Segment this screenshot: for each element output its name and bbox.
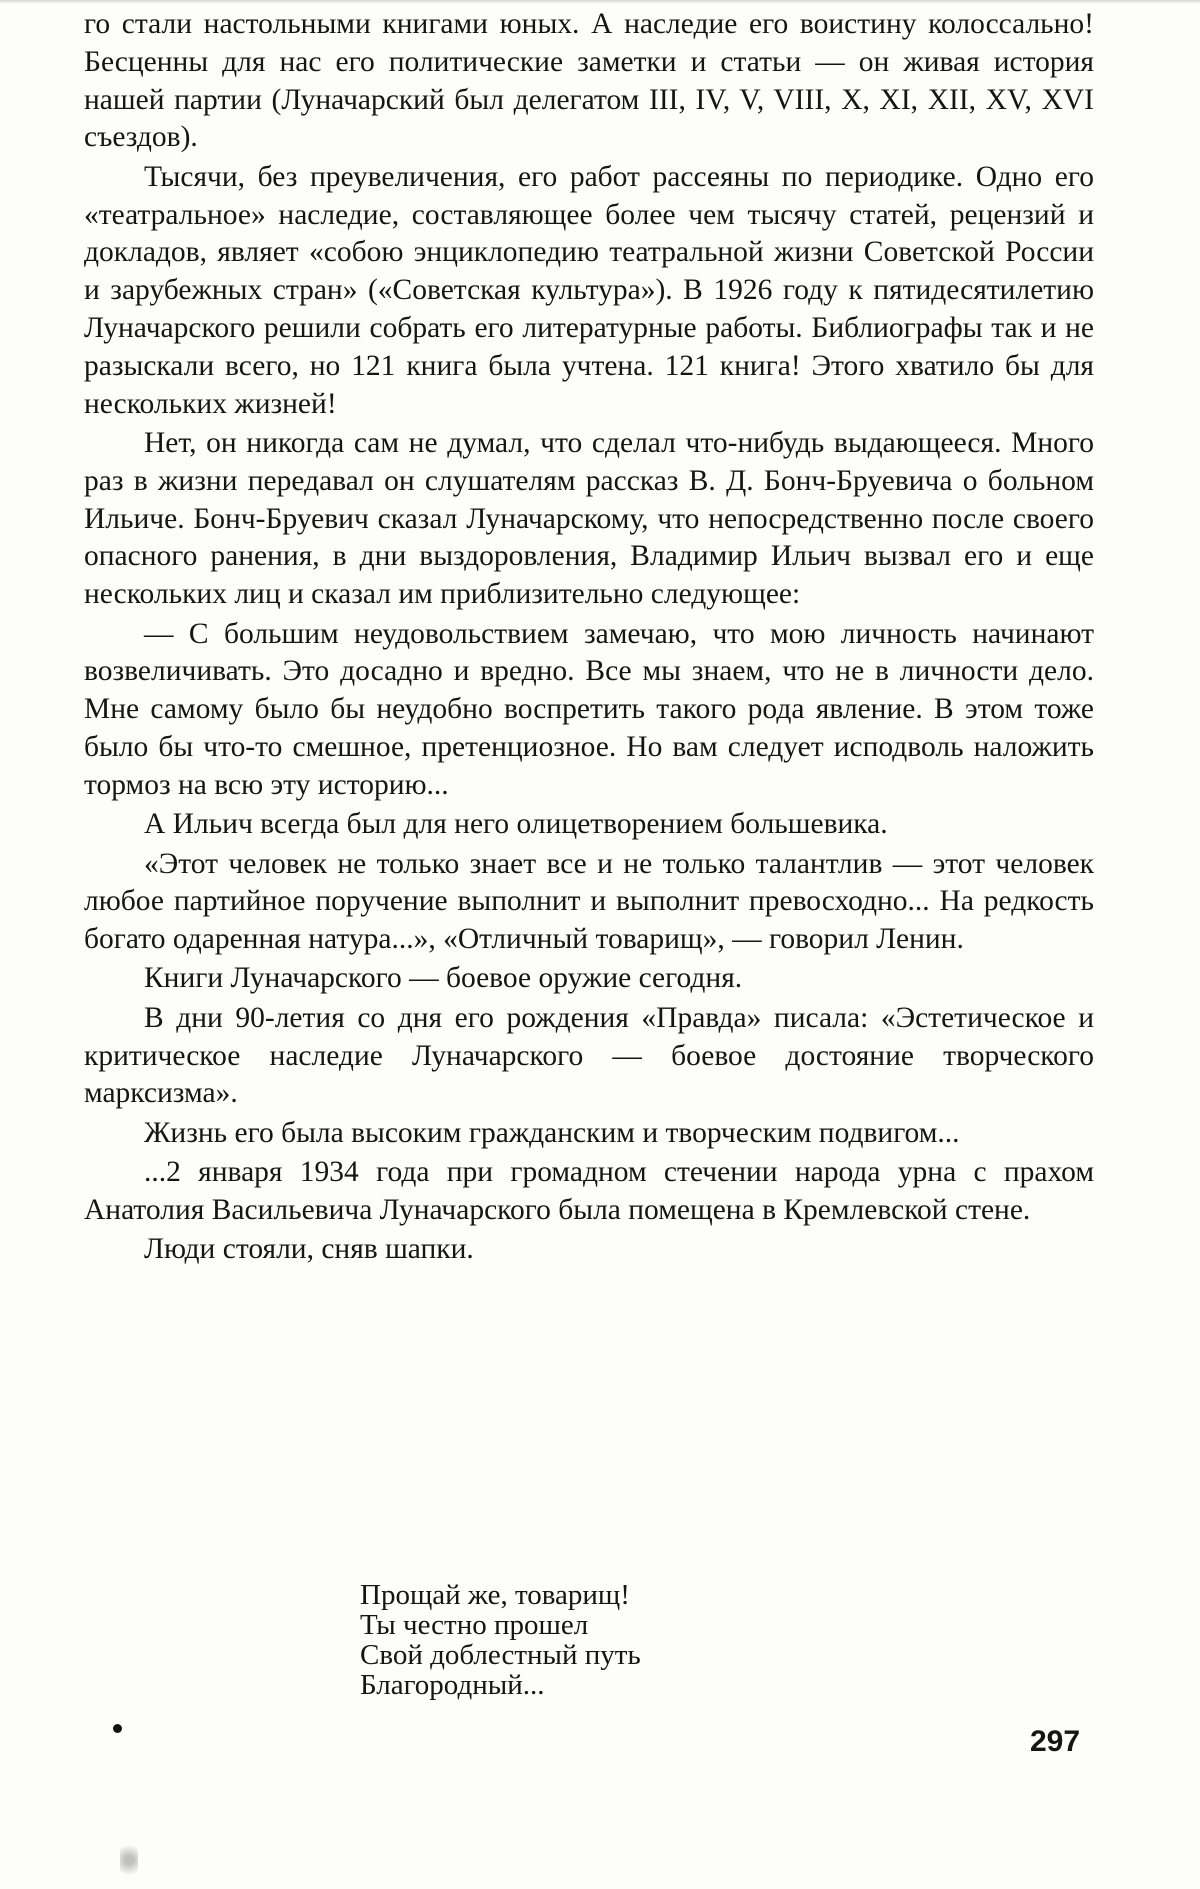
paragraph: Жизнь его была высоким гражданским и творческим подвигом... <box>144 1116 960 1149</box>
poem-line: Ты честно прошел <box>360 1609 589 1641</box>
page-top-edge <box>0 0 1200 4</box>
paragraph: Нет, он никогда сам не думал, что сделал что-нибудь выдающееся. Много раз в жизни передавал он слушателям рассказ В. Д. Бонч-Бруевича о больном Ильиче. Бонч-Бруевич сказал Луначарскому, что непосредственно после своего опасного ранения, в дни выздоровления, Владимир Ильич вызвал его и еще нескольких лиц и сказал им приблизительно следующее: <box>84 426 1094 611</box>
scan-artifact <box>120 1840 138 1880</box>
page-number: 297 <box>1030 1725 1081 1758</box>
paragraph: «Этот человек не только знает все и не только талантлив — этот человек любое партийное поручение выполнит и выполнит превосходно... На редкость богато одаренная натура...», «Отличный товарищ», — говорил Ленин. <box>84 847 1094 956</box>
paragraph: Люди стояли, сняв шапки. <box>144 1233 474 1266</box>
paragraph: го стали настольными книгами юных. А наследие его воистину колоссально! Бесценны для нас его политические заметки и статьи — он живая история нашей партии (Луначарский был делегатом III, IV, V, VIII, X, XI, XII, XV, XVI съездов). <box>84 8 1094 154</box>
bullet-mark <box>113 1724 122 1733</box>
paragraph: А Ильич всегда был для него олицетворением большевика. <box>144 808 888 841</box>
paragraph: Тысячи, без преувеличения, его работ рассеяны по периодике. Одно его «театральное» наследие, составляющее более чем тысячу статей, рецензий и докладов, являет «собою энциклопедию театральной жизни Советской России и зарубежных стран» («Советская культура»). В 1926 году к пятидесятилетию Луначарского решили собрать его литературные работы. Библиографы так и не разыскали всего, но 121 книга была учтена. 121 книга! Этого хватило бы для нескольких жизней! <box>84 160 1094 420</box>
paragraph: Книги Луначарского — боевое оружие сегодня. <box>144 962 743 995</box>
poem-line: Благородный... <box>360 1669 545 1701</box>
paragraph: ...2 января 1934 года при громадном стечении народа урна с прахом Анатолия Васильевича Луначарского была помещена в Кремлевской стене. <box>84 1156 1094 1227</box>
poem-line: Прощай же, товарищ! <box>360 1579 630 1611</box>
paragraph: В дни 90-летия со дня его рождения «Правда» писала: «Эстетическое и критическое наследие Луначарского — боевое достояние творческого марксизма». <box>84 1001 1094 1110</box>
quote-paragraph: — С большим неудовольствием замечаю, что мою личность начинают возвеличивать. Это досадно и вредно. Все мы знаем, что не в личности дело. Мне самому было бы неудобно воспретить такого рода явление. В этом тоже было бы что-то смешное, претенциозное. Но вам следует исподволь наложить тормоз на всю эту историю... <box>84 617 1094 801</box>
poem-stanza <box>360 1580 641 1700</box>
poem-line: Свой доблестный путь <box>360 1639 641 1671</box>
body-text <box>84 6 1094 1271</box>
